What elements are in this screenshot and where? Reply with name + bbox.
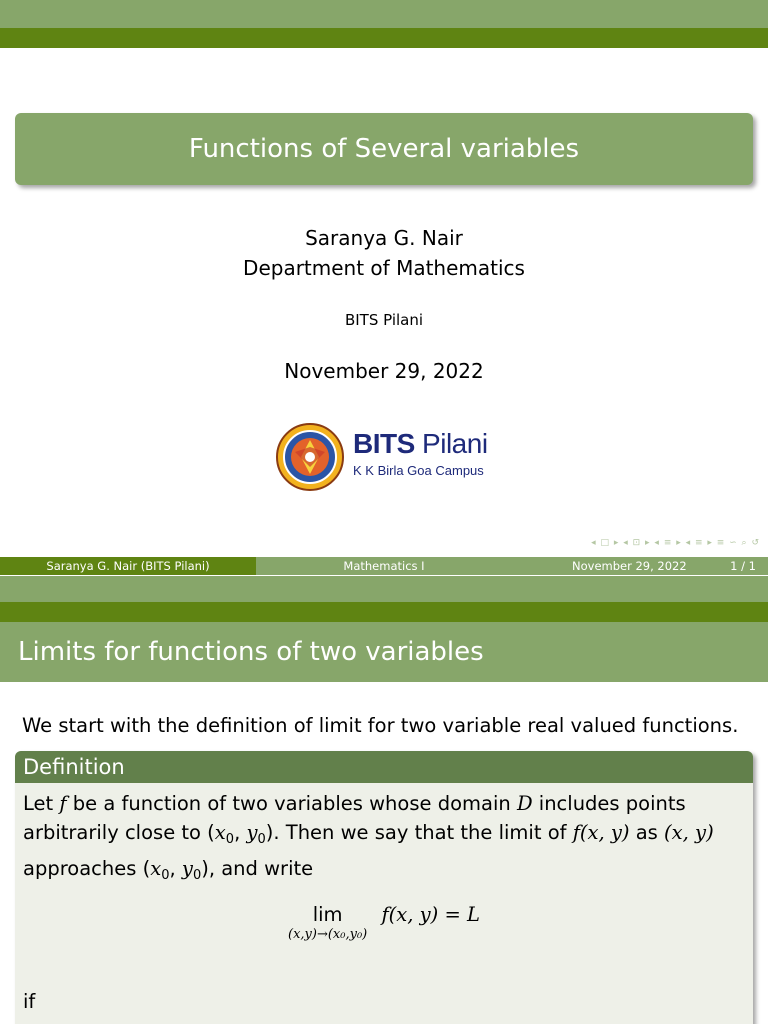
header-band-dark bbox=[0, 28, 768, 48]
header-band-dark bbox=[0, 602, 768, 622]
footer-course: Mathematics I bbox=[256, 557, 512, 575]
department: Department of Mathematics bbox=[243, 256, 525, 280]
header-band-light bbox=[0, 576, 768, 602]
header-band-light bbox=[0, 0, 768, 28]
footer-author: Saranya G. Nair (BITS Pilani) bbox=[0, 557, 256, 575]
slide-footer bbox=[0, 557, 768, 575]
limit-formula bbox=[15, 903, 753, 943]
definition-block bbox=[15, 751, 753, 1024]
if-text: if bbox=[23, 990, 36, 1013]
footer-page-number: 1 / 1 bbox=[730, 559, 756, 573]
logo-campus: K K Birla Goa Campus bbox=[353, 463, 484, 478]
definition-heading: Definition bbox=[15, 751, 753, 783]
author-name: Saranya G. Nair bbox=[305, 226, 463, 250]
footer-right bbox=[512, 557, 768, 575]
logo-name: BITS Pilani bbox=[353, 428, 488, 459]
definition-line-1: Let f be a function of two variables whose domain D includes points bbox=[23, 792, 686, 815]
definition-body bbox=[15, 783, 753, 1024]
frame-title: Limits for functions of two variables bbox=[18, 637, 484, 667]
bits-seal-icon bbox=[275, 422, 345, 492]
frame-title-bar bbox=[0, 622, 768, 682]
definition-line-3: approaches ($x_0$, $y_0$), and write bbox=[23, 857, 314, 883]
presentation-title: Functions of Several variables bbox=[188, 134, 580, 164]
intro-text: We start with the definition of limit for two variable real valued functions. bbox=[22, 714, 739, 737]
institute: BITS Pilani bbox=[344, 311, 424, 329]
definition-line-2: arbitrarily close to ($x_0$, $y_0$). Then we say that the limit of f(x, y) as (x, y) bbox=[23, 821, 714, 847]
footer-date: November 29, 2022 bbox=[572, 559, 687, 573]
presentation-date: November 29, 2022 bbox=[284, 359, 484, 383]
title-box bbox=[15, 113, 753, 185]
bits-pilani-logo bbox=[275, 420, 495, 494]
beamer-navigation-icons[interactable]: ◂ □ ▸ ◂ ⊡ ▸ ◂ ≡ ▸ ◂ ≡ ▸ ≡ ∽ ⌕ ↺ bbox=[591, 538, 760, 548]
limits-slide bbox=[0, 576, 768, 1024]
lim-operator: lim (x,y)→(x₀,y₀) bbox=[288, 903, 368, 942]
formula-rhs: f(x, y) = L bbox=[381, 903, 480, 926]
